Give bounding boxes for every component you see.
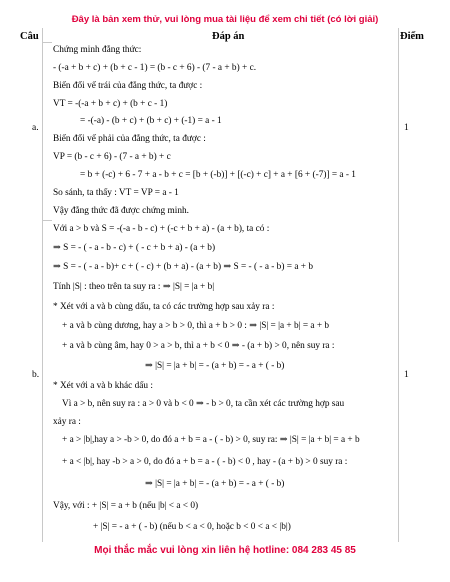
column-header-points: Điểm <box>400 31 424 42</box>
answer-line: ⇒ |S| = |a + b| = - (a + b) = - a + ( - b) <box>145 361 285 371</box>
answer-line: = -(-a) - (b + c) + (b + c) + (-1) = a - 1 <box>80 116 222 126</box>
table-divider <box>42 28 43 542</box>
answer-line: - (-a + b + c) + (b + c - 1) = (b - c + 6) - (7 - a + b) + c. <box>53 63 257 73</box>
column-header-answer: Đáp án <box>212 31 245 42</box>
answer-line: Vì a > b, nên suy ra : a > 0 và b < 0 ⇒ - b > 0, ta cần xét các trường hợp sau <box>62 399 345 409</box>
answer-line: + |S| = - a + ( - b) (nếu b < a < 0, hoặc b < 0 < a < |b|) <box>93 522 291 532</box>
answer-line: Vậy đẳng thức đã được chứng minh. <box>53 206 189 216</box>
answer-line: ⇒ |S| = |a + b| = - (a + b) = - a + ( - b) <box>145 479 285 489</box>
answer-line: So sánh, ta thấy : VT = VP = a - 1 <box>53 188 179 198</box>
answer-line: Chứng minh đẳng thức: <box>53 45 142 55</box>
answer-line: + a > |b|,hay a > -b > 0, do đó a + b = a - ( - b) > 0, suy ra: ⇒ |S| = |a + b| = a + b <box>62 435 360 445</box>
row-points-a: 1 <box>404 123 409 133</box>
answer-line: + a và b cùng dương, hay a > b > 0, thì a + b > 0 : ⇒ |S| = |a + b| = a + b <box>62 321 330 331</box>
table-divider <box>398 28 399 542</box>
answer-line: + a và b cùng âm, hay 0 > a > b, thì a + b < 0 ⇒ - (a + b) > 0, nên suy ra : <box>62 341 335 351</box>
column-header-question: Câu <box>20 31 39 42</box>
answer-line: xảy ra : <box>53 417 81 427</box>
table-divider <box>42 42 52 43</box>
answer-line: = b + (-c) + 6 - 7 + a - b + c = [b + (-b)] + [(-c) + c] + a + [6 + (-7)] = a - 1 <box>80 170 356 180</box>
answer-line: VP = (b - c + 6) - (7 - a + b) + c <box>53 152 171 162</box>
row-label-b: b. <box>32 370 40 380</box>
answer-line: ⇒ S = - ( - a - b)+ c + ( - c) + (b + a) - (a + b) ⇒ S = - ( - a - b) = a + b <box>53 262 313 272</box>
answer-line: Tính |S| : theo trên ta suy ra : ⇒ |S| = |a + b| <box>53 282 215 292</box>
answer-line: VT = -(-a + b + c) + (b + c - 1) <box>53 99 168 109</box>
answer-line: ⇒ S = - ( - a - b - c) + ( - c + b + a) - (a + b) <box>53 243 216 253</box>
answer-line: Với a > b và S = -(-a - b - c) + (-c + b + a) - (a + b), ta có : <box>53 224 270 234</box>
answer-line: Vậy, với : + |S| = a + b (nếu |b| < a < 0) <box>53 501 199 511</box>
answer-line: Biến đổi vế phải của đẳng thức, ta được : <box>53 134 206 144</box>
row-label-a: a. <box>32 123 39 133</box>
table-divider <box>42 220 52 221</box>
answer-line: Biến đổi vế trái của đẳng thức, ta được : <box>53 81 203 91</box>
answer-line: * Xét với a và b cùng dấu, ta có các trường hợp sau xảy ra : <box>53 302 275 312</box>
preview-banner: Đây là bản xem thử, vui lòng mua tài liệu để xem chi tiết (có lời giải) <box>71 14 379 25</box>
row-points-b: 1 <box>404 370 409 380</box>
hotline-banner: Mọi thắc mắc vui lòng xin liên hệ hotline: 084 283 45 85 <box>94 545 356 556</box>
answer-line: * Xét với a và b khác dấu : <box>53 381 153 391</box>
answer-line: + a < |b|, hay -b > a > 0, do đó a + b = a - ( - b) < 0 , hay - (a + b) > 0 suy ra : <box>62 457 348 467</box>
